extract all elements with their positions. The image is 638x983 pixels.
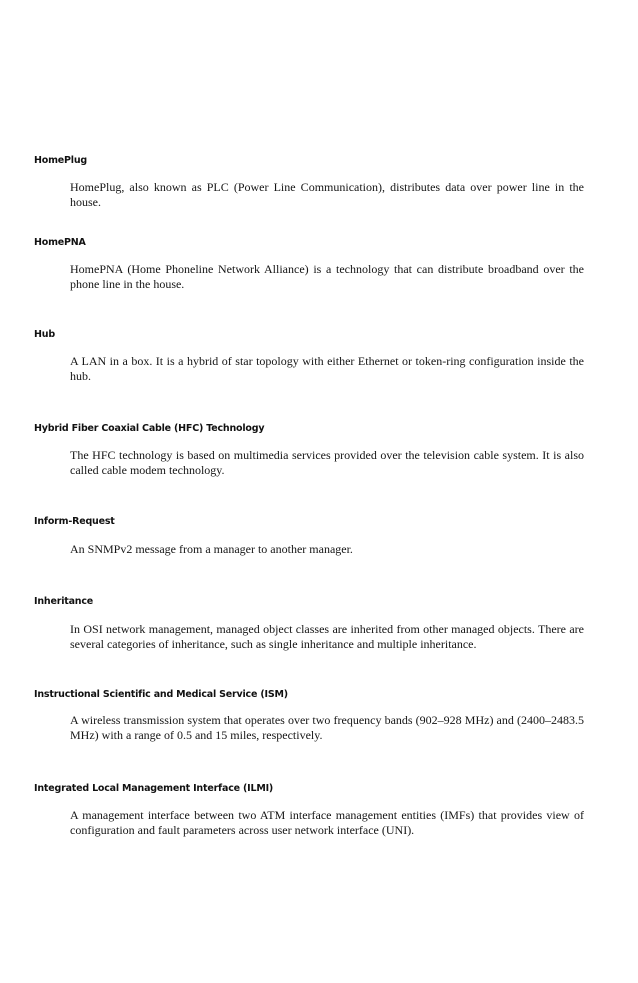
glossary-definition: An SNMPv2 message from a manager to another manager. [70,542,353,556]
glossary-term: Inheritance [34,596,94,607]
glossary-definition: A management interface between two ATM interface management entities (IMFs) that provides view of configuration and fault parameters across user network interface (UNI). [70,808,584,837]
glossary-term: HomePlug [34,155,88,166]
glossary-term: Instructional Scientific and Medical Service (ISM) [34,689,288,700]
glossary-term: Integrated Local Management Interface (ILMI) [34,783,274,794]
glossary-definition: In OSI network management, managed object classes are inherited from other managed objects. There are several categories of inheritance, such as single inheritance and multiple inheritance. [70,622,584,651]
glossary-definition: The HFC technology is based on multimedia services provided over the television cable system. It is also called cable modem technology. [70,448,584,477]
glossary-term: HomePNA [34,237,86,248]
glossary-definition: A wireless transmission system that operates over two frequency bands (902–928 MHz) and (2400–2483.5 MHz) with a range of 0.5 and 15 miles, respectively. [70,713,584,742]
glossary-definition: A LAN in a box. It is a hybrid of star topology with either Ethernet or token-ring configuration inside the hub. [70,354,584,383]
glossary-definition: HomePlug, also known as PLC (Power Line Communication), distributes data over power line in the house. [70,180,584,209]
glossary-term: Hub [34,329,55,340]
glossary-term: Inform-Request [34,516,115,527]
glossary-term: Hybrid Fiber Coaxial Cable (HFC) Technology [34,423,265,434]
glossary-definition: HomePNA (Home Phoneline Network Alliance) is a technology that can distribute broadband over the phone line in the house. [70,262,584,291]
